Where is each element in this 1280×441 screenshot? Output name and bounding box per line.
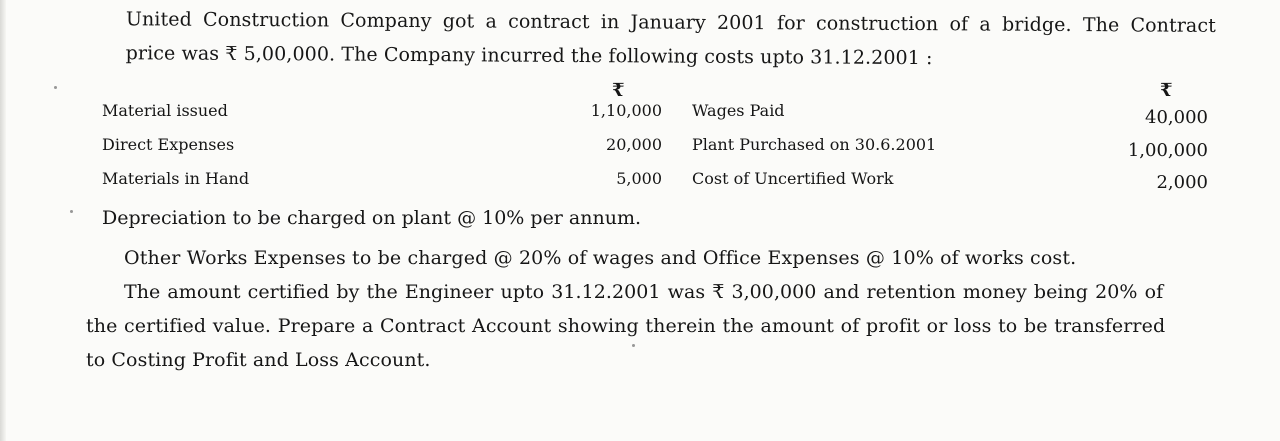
cost-amount: 40,000 xyxy=(1145,107,1208,128)
cost-amount: 20,000 xyxy=(606,135,662,154)
paper-speck xyxy=(70,210,73,213)
rupee-column-header-right: ₹ xyxy=(1160,80,1173,101)
cost-label: Materials in Hand xyxy=(102,169,250,188)
page-binding-edge xyxy=(0,0,6,441)
cost-amount: 5,000 xyxy=(616,169,662,188)
paper-speck xyxy=(54,86,57,89)
rupee-column-header-left: ₹ xyxy=(612,80,625,101)
instruction-line-2: The amount certified by the Engineer upto 31.12.2001 was ₹ 3,00,000 and retention money being 20% of xyxy=(124,281,1164,303)
cost-label: Material issued xyxy=(102,101,228,120)
cost-label: Plant Purchased on 30.6.2001 xyxy=(692,135,937,154)
cost-label: Direct Expenses xyxy=(102,135,235,154)
cost-amount: 1,10,000 xyxy=(590,101,662,120)
cost-label: Wages Paid xyxy=(692,101,785,120)
instruction-line-4: to Costing Profit and Loss Account. xyxy=(86,349,431,371)
problem-instructions xyxy=(86,241,1216,377)
cost-amount: 1,00,000 xyxy=(1127,140,1208,161)
cost-label: Cost of Uncertified Work xyxy=(692,169,894,188)
instruction-line-1: Other Works Expenses to be charged @ 20% of wages and Office Expenses @ 10% of works cost. xyxy=(124,247,1077,269)
depreciation-note: Depreciation to be charged on plant @ 10% per annum. xyxy=(102,207,642,229)
intro-line-2: price was ₹ 5,00,000. The Company incurred the following costs upto 31.12.2001 : xyxy=(125,42,933,70)
cost-amount: 2,000 xyxy=(1156,172,1208,193)
cost-row xyxy=(0,169,1280,199)
cost-row xyxy=(0,135,1280,165)
cost-row xyxy=(0,101,1280,131)
instruction-line-3: the certified value. Prepare a Contract Account showing therein the amount of profit or loss to be transferred xyxy=(86,315,1166,337)
problem-intro xyxy=(86,2,1216,77)
intro-line-1: United Construction Company got a contract in January 2001 for construction of a bridge. The Contract xyxy=(125,8,1216,37)
paper-speck xyxy=(632,344,635,347)
